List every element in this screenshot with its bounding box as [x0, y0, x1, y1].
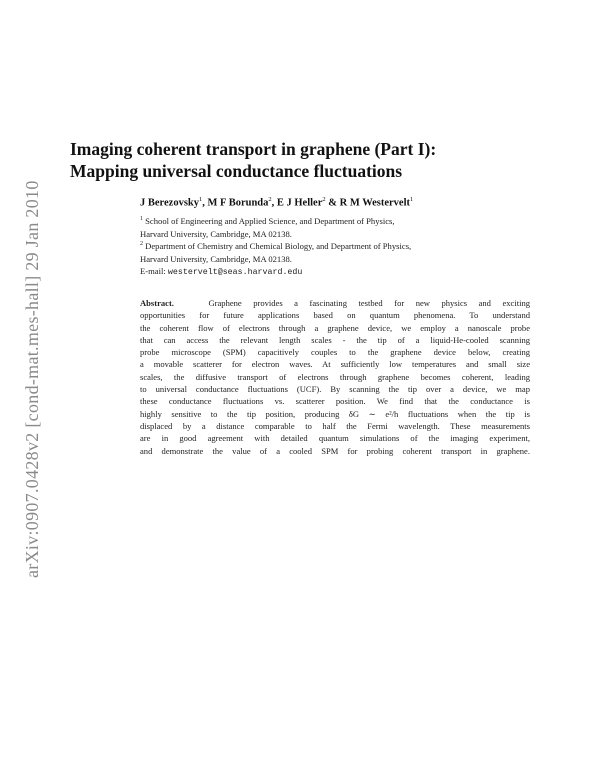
abstract — [140, 297, 530, 457]
email-label: E-mail: — [140, 266, 168, 276]
abstract-line: scales, the diffusive transport of electrons through graphene becomes coherent, leading — [140, 371, 530, 382]
author-list — [140, 196, 413, 209]
arxiv-identifier: arXiv:0907.0428v2 [cond-mat.mes-hall] 29 Jan 2010 — [22, 180, 42, 578]
abstract-line: are in good agreement with detailed quantum simulations of the imaging experiment, — [140, 433, 530, 444]
abstract-line: and demonstrate the value of a cooled SPM for probing coherent transport in graphene. — [140, 445, 530, 456]
title-line-1: Imaging coherent transport in graphene (Part I): — [70, 139, 437, 159]
author-separator: , — [271, 197, 277, 209]
abstract-line: a movable scatterer for electron waves. At sufficiently low temperatures and small size — [140, 359, 530, 370]
abstract-line: these conductance fluctuations vs. scatterer position. We find that the conductance is — [140, 396, 530, 407]
author-name: J Berezovsky — [140, 197, 200, 209]
author-affiliation-mark: 2 — [322, 196, 326, 203]
author-name: E J Heller — [276, 197, 323, 209]
author-name: M F Borunda — [207, 197, 269, 209]
affiliation-line: School of Engineering and Applied Science, and Department of Physics, — [143, 215, 395, 226]
affiliation-line: Department of Chemistry and Chemical Biology, and Department of Physics, — [143, 240, 412, 251]
author-affiliation-mark: 1 — [410, 196, 414, 203]
contact-email — [140, 266, 302, 277]
affiliation-2 — [140, 238, 411, 266]
affiliation-line: Harvard University, Cambridge, MA 02138. — [140, 229, 292, 240]
abstract-line: probe microscope (SPM) capacitively couples to the graphene device below, creating — [140, 347, 530, 358]
author-affiliation-mark: 2 — [268, 196, 272, 203]
author-separator: & — [325, 197, 340, 209]
affiliation-mark: 1 — [140, 216, 143, 222]
abstract-line: that can access the relevant length scales - the tip of a liquid-He-cooled scanning — [140, 334, 530, 345]
abstract-line: opportunities for future applications based on quantum phenomena. To understand — [140, 310, 530, 321]
paper-title — [70, 138, 530, 182]
abstract-line: the coherent flow of electrons through a graphene device, we employ a nanoscale probe — [140, 322, 530, 333]
affiliation-line: Harvard University, Cambridge, MA 02138. — [140, 254, 292, 265]
author-separator: , — [202, 197, 208, 209]
email-address[interactable]: westervelt@seas.harvard.edu — [167, 268, 303, 277]
author-affiliation-mark: 1 — [199, 196, 203, 203]
abstract-line: displaced by a distance comparable to half the Fermi wavelength. These measurements — [140, 420, 530, 431]
abstract-heading: Abstract. — [140, 298, 174, 308]
title-line-2: Mapping universal conductance fluctuations — [70, 161, 403, 181]
affiliation-mark: 2 — [140, 241, 143, 247]
author-name: R M Westervelt — [339, 197, 411, 209]
abstract-line: to universal conductance fluctuations (UCF). By scanning the tip over a device, we map — [140, 384, 530, 395]
abstract-line — [140, 297, 530, 309]
abstract-text: Graphene provides a fascinating testbed for new physics and exciting — [208, 298, 530, 308]
abstract-line: highly sensitive to the tip position, producing δG ∼ e²/h fluctuations when the tip is — [140, 408, 530, 419]
